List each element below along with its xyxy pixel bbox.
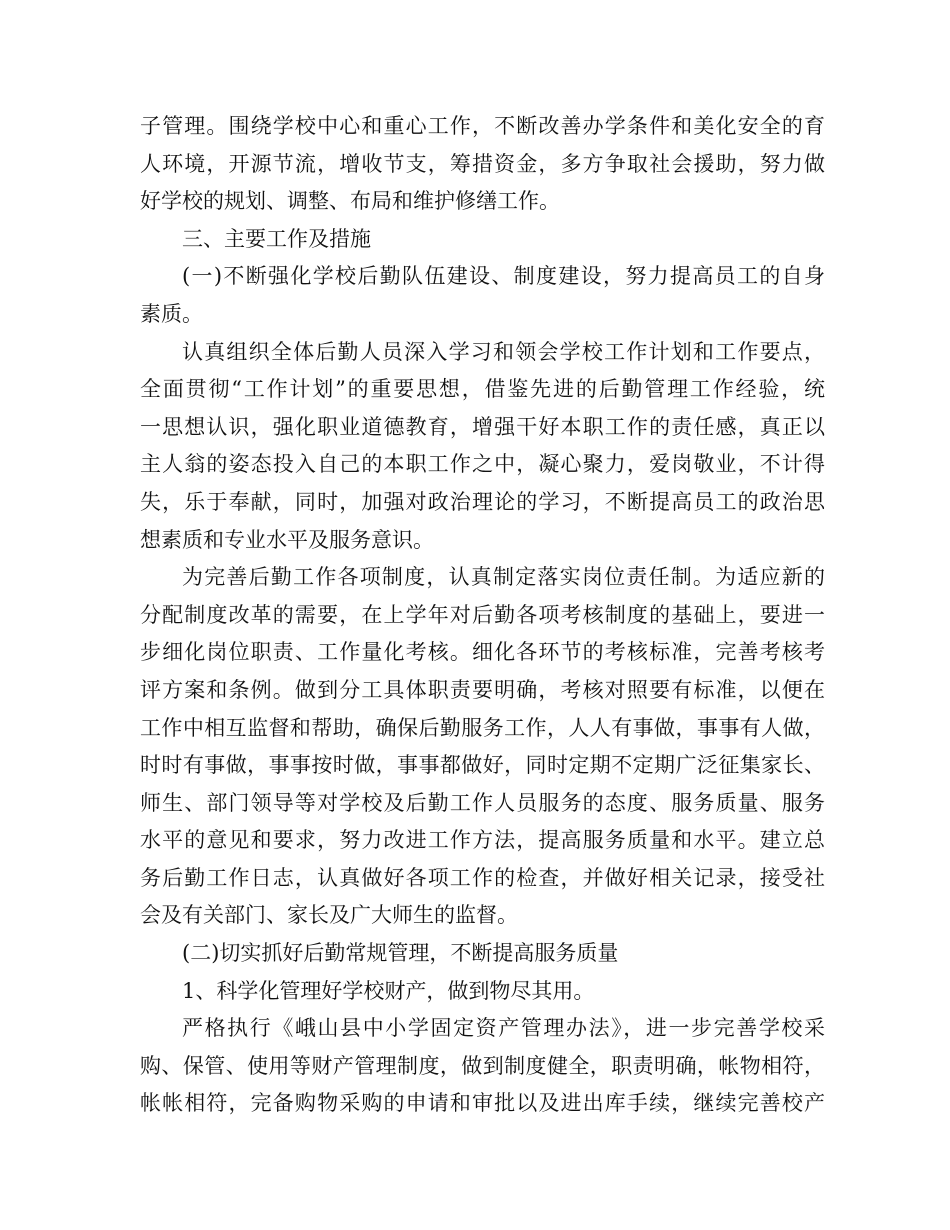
text-line: 严格执行《峨山县中小学固定资产管理办法》，进一步完善学校采 — [182, 1016, 825, 1041]
text-line: 三、主要工作及措施 — [182, 226, 371, 251]
text-line: 工作中相互监督和帮助，确保后勤服务工作，人人有事做，事事有人做， — [140, 715, 825, 740]
text-line: 认真组织全体后勤人员深入学习和领会学校工作计划和工作要点， — [182, 339, 825, 364]
text-line: 失，乐于奉献，同时，加强对政治理论的学习，不断提高员工的政治思 — [140, 489, 825, 514]
text-line: 务后勤工作日志，认真做好各项工作的检查，并做好相关记录，接受社 — [140, 865, 825, 890]
text-line: 一思想认识，强化职业道德教育，增强干好本职工作的责任感，真正以 — [140, 414, 825, 439]
text-line: 好学校的规划、调整、布局和维护修缮工作。 — [140, 189, 560, 214]
text-line: 全面贯彻“工作计划”的重要思想，借鉴先进的后勤管理工作经验，统 — [140, 377, 825, 402]
text-line: 人环境，开源节流，增收节支，筹措资金，多方争取社会援助，努力做 — [140, 151, 825, 176]
text-line: (二)切实抓好后勤常规管理，不断提高服务质量 — [182, 941, 619, 966]
text-line: 分配制度改革的需要，在上学年对后勤各项考核制度的基础上，要进一 — [140, 602, 825, 627]
text-line: 师生、部门领导等对学校及后勤工作人员服务的态度、服务质量、服务 — [140, 790, 825, 815]
text-line: 素质。 — [140, 301, 203, 326]
text-line: 1、科学化管理好学校财产，做到物尽其用。 — [182, 978, 595, 1003]
text-line: 想素质和专业水平及服务意识。 — [140, 527, 434, 552]
text-line: (一)不断强化学校后勤队伍建设、制度建设，努力提高员工的自身 — [182, 264, 825, 289]
text-line: 时时有事做，事事按时做，事事都做好，同时定期不定期广泛征集家长、 — [140, 753, 825, 778]
text-line: 水平的意见和要求，努力改进工作方法，提高服务质量和水平。建立总 — [140, 828, 825, 853]
text-line: 评方案和条例。做到分工具体职责要明确，考核对照要有标准，以便在 — [140, 677, 825, 702]
text-line: 步细化岗位职责、工作量化考核。细化各环节的考核标准，完善考核考 — [140, 640, 825, 665]
text-line: 子管理。围绕学校中心和重心工作，不断改善办学条件和美化安全的育 — [140, 114, 825, 138]
text-line: 主人翁的姿态投入自己的本职工作之中，凝心聚力，爱岗敬业，不计得 — [140, 452, 825, 477]
text-line: 帐帐相符，完备购物采购的申请和审批以及进出库手续，继续完善校产 — [140, 1091, 825, 1116]
text-line: 为完善后勤工作各项制度，认真制定落实岗位责任制。为适应新的 — [182, 565, 825, 590]
text-line: 购、保管、使用等财产管理制度，做到制度健全，职责明确，帐物相符， — [140, 1053, 825, 1078]
document-body — [140, 108, 825, 1123]
text-line: 会及有关部门、家长及广大师生的监督。 — [140, 903, 518, 928]
